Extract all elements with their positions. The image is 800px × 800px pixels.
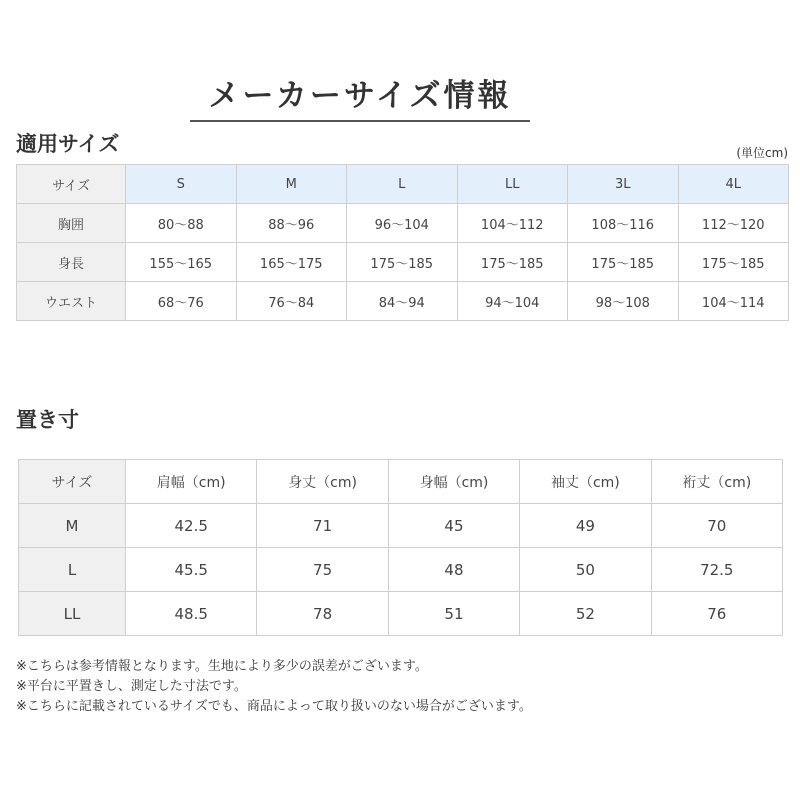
table-cell: 96～104 xyxy=(347,204,458,243)
table-cell: 94～104 xyxy=(457,282,568,321)
header-cell: 身丈（cm) xyxy=(257,460,388,504)
table-row xyxy=(17,243,789,282)
row-label: ウエスト xyxy=(17,282,126,321)
row-label: 身長 xyxy=(17,243,126,282)
measurements-table xyxy=(18,459,783,636)
size-header-cell: M xyxy=(236,165,347,204)
note-line: ※こちらは参考情報となります。生地により多少の誤差がございます。 xyxy=(16,659,428,674)
table-cell: 98～108 xyxy=(568,282,679,321)
table-cell: 84～94 xyxy=(347,282,458,321)
table-cell: 45.5 xyxy=(126,548,257,592)
table-cell: 45 xyxy=(388,504,519,548)
table-header-row xyxy=(17,165,789,204)
table-cell: 175～185 xyxy=(347,243,458,282)
row-label: LL xyxy=(19,592,126,636)
page-title: メーカーサイズ情報 xyxy=(208,78,512,114)
table-cell: 50 xyxy=(520,548,651,592)
size-header-cell: LL xyxy=(457,165,568,204)
size-header-cell: S xyxy=(126,165,237,204)
table-cell: 48.5 xyxy=(126,592,257,636)
size-header-cell: 4L xyxy=(678,165,789,204)
note-line: ※平台に平置きし、測定した寸法です。 xyxy=(16,679,247,694)
table-cell: 72.5 xyxy=(651,548,782,592)
table-cell: 108～116 xyxy=(568,204,679,243)
table-cell: 52 xyxy=(520,592,651,636)
table-cell: 42.5 xyxy=(126,504,257,548)
applicable-size-heading: 適用サイズ xyxy=(16,132,120,156)
table-cell: 88～96 xyxy=(236,204,347,243)
table-cell: 51 xyxy=(388,592,519,636)
header-cell: 肩幅（cm) xyxy=(126,460,257,504)
unit-note: (単位cm) xyxy=(736,146,788,160)
table-cell: 71 xyxy=(257,504,388,548)
header-cell: 身幅（cm) xyxy=(388,460,519,504)
table-cell: 104～114 xyxy=(678,282,789,321)
row-label: M xyxy=(19,504,126,548)
table-cell: 70 xyxy=(651,504,782,548)
table-cell: 78 xyxy=(257,592,388,636)
applicable-size-table xyxy=(16,164,789,321)
header-cell: 袖丈（cm) xyxy=(520,460,651,504)
table-cell: 175～185 xyxy=(678,243,789,282)
table-row xyxy=(19,592,783,636)
row-label: 胸囲 xyxy=(17,204,126,243)
table-cell: 76～84 xyxy=(236,282,347,321)
table-cell: 49 xyxy=(520,504,651,548)
table-cell: 104～112 xyxy=(457,204,568,243)
notes xyxy=(16,657,532,717)
table-row xyxy=(17,204,789,243)
row-label: L xyxy=(19,548,126,592)
table-cell: 48 xyxy=(388,548,519,592)
table-cell: 175～185 xyxy=(457,243,568,282)
size-header-cell: L xyxy=(347,165,458,204)
table-cell: 112～120 xyxy=(678,204,789,243)
table-cell: 80～88 xyxy=(126,204,237,243)
title-underline xyxy=(190,120,530,122)
table-row xyxy=(17,282,789,321)
table-cell: 75 xyxy=(257,548,388,592)
table-cell: 175～185 xyxy=(568,243,679,282)
table-cell: 165～175 xyxy=(236,243,347,282)
header-cell: サイズ xyxy=(17,165,126,204)
note-line: ※こちらに記載されているサイズでも、商品によって取り扱いのない場合がございます。 xyxy=(16,699,532,714)
size-header-cell: 3L xyxy=(568,165,679,204)
table-cell: 155～165 xyxy=(126,243,237,282)
table-row xyxy=(19,504,783,548)
table-cell: 76 xyxy=(651,592,782,636)
table-row xyxy=(19,548,783,592)
header-cell: サイズ xyxy=(19,460,126,504)
table-cell: 68～76 xyxy=(126,282,237,321)
measurements-heading: 置き寸 xyxy=(16,408,79,432)
table-header-row xyxy=(19,460,783,504)
header-cell: 裄丈（cm) xyxy=(651,460,782,504)
